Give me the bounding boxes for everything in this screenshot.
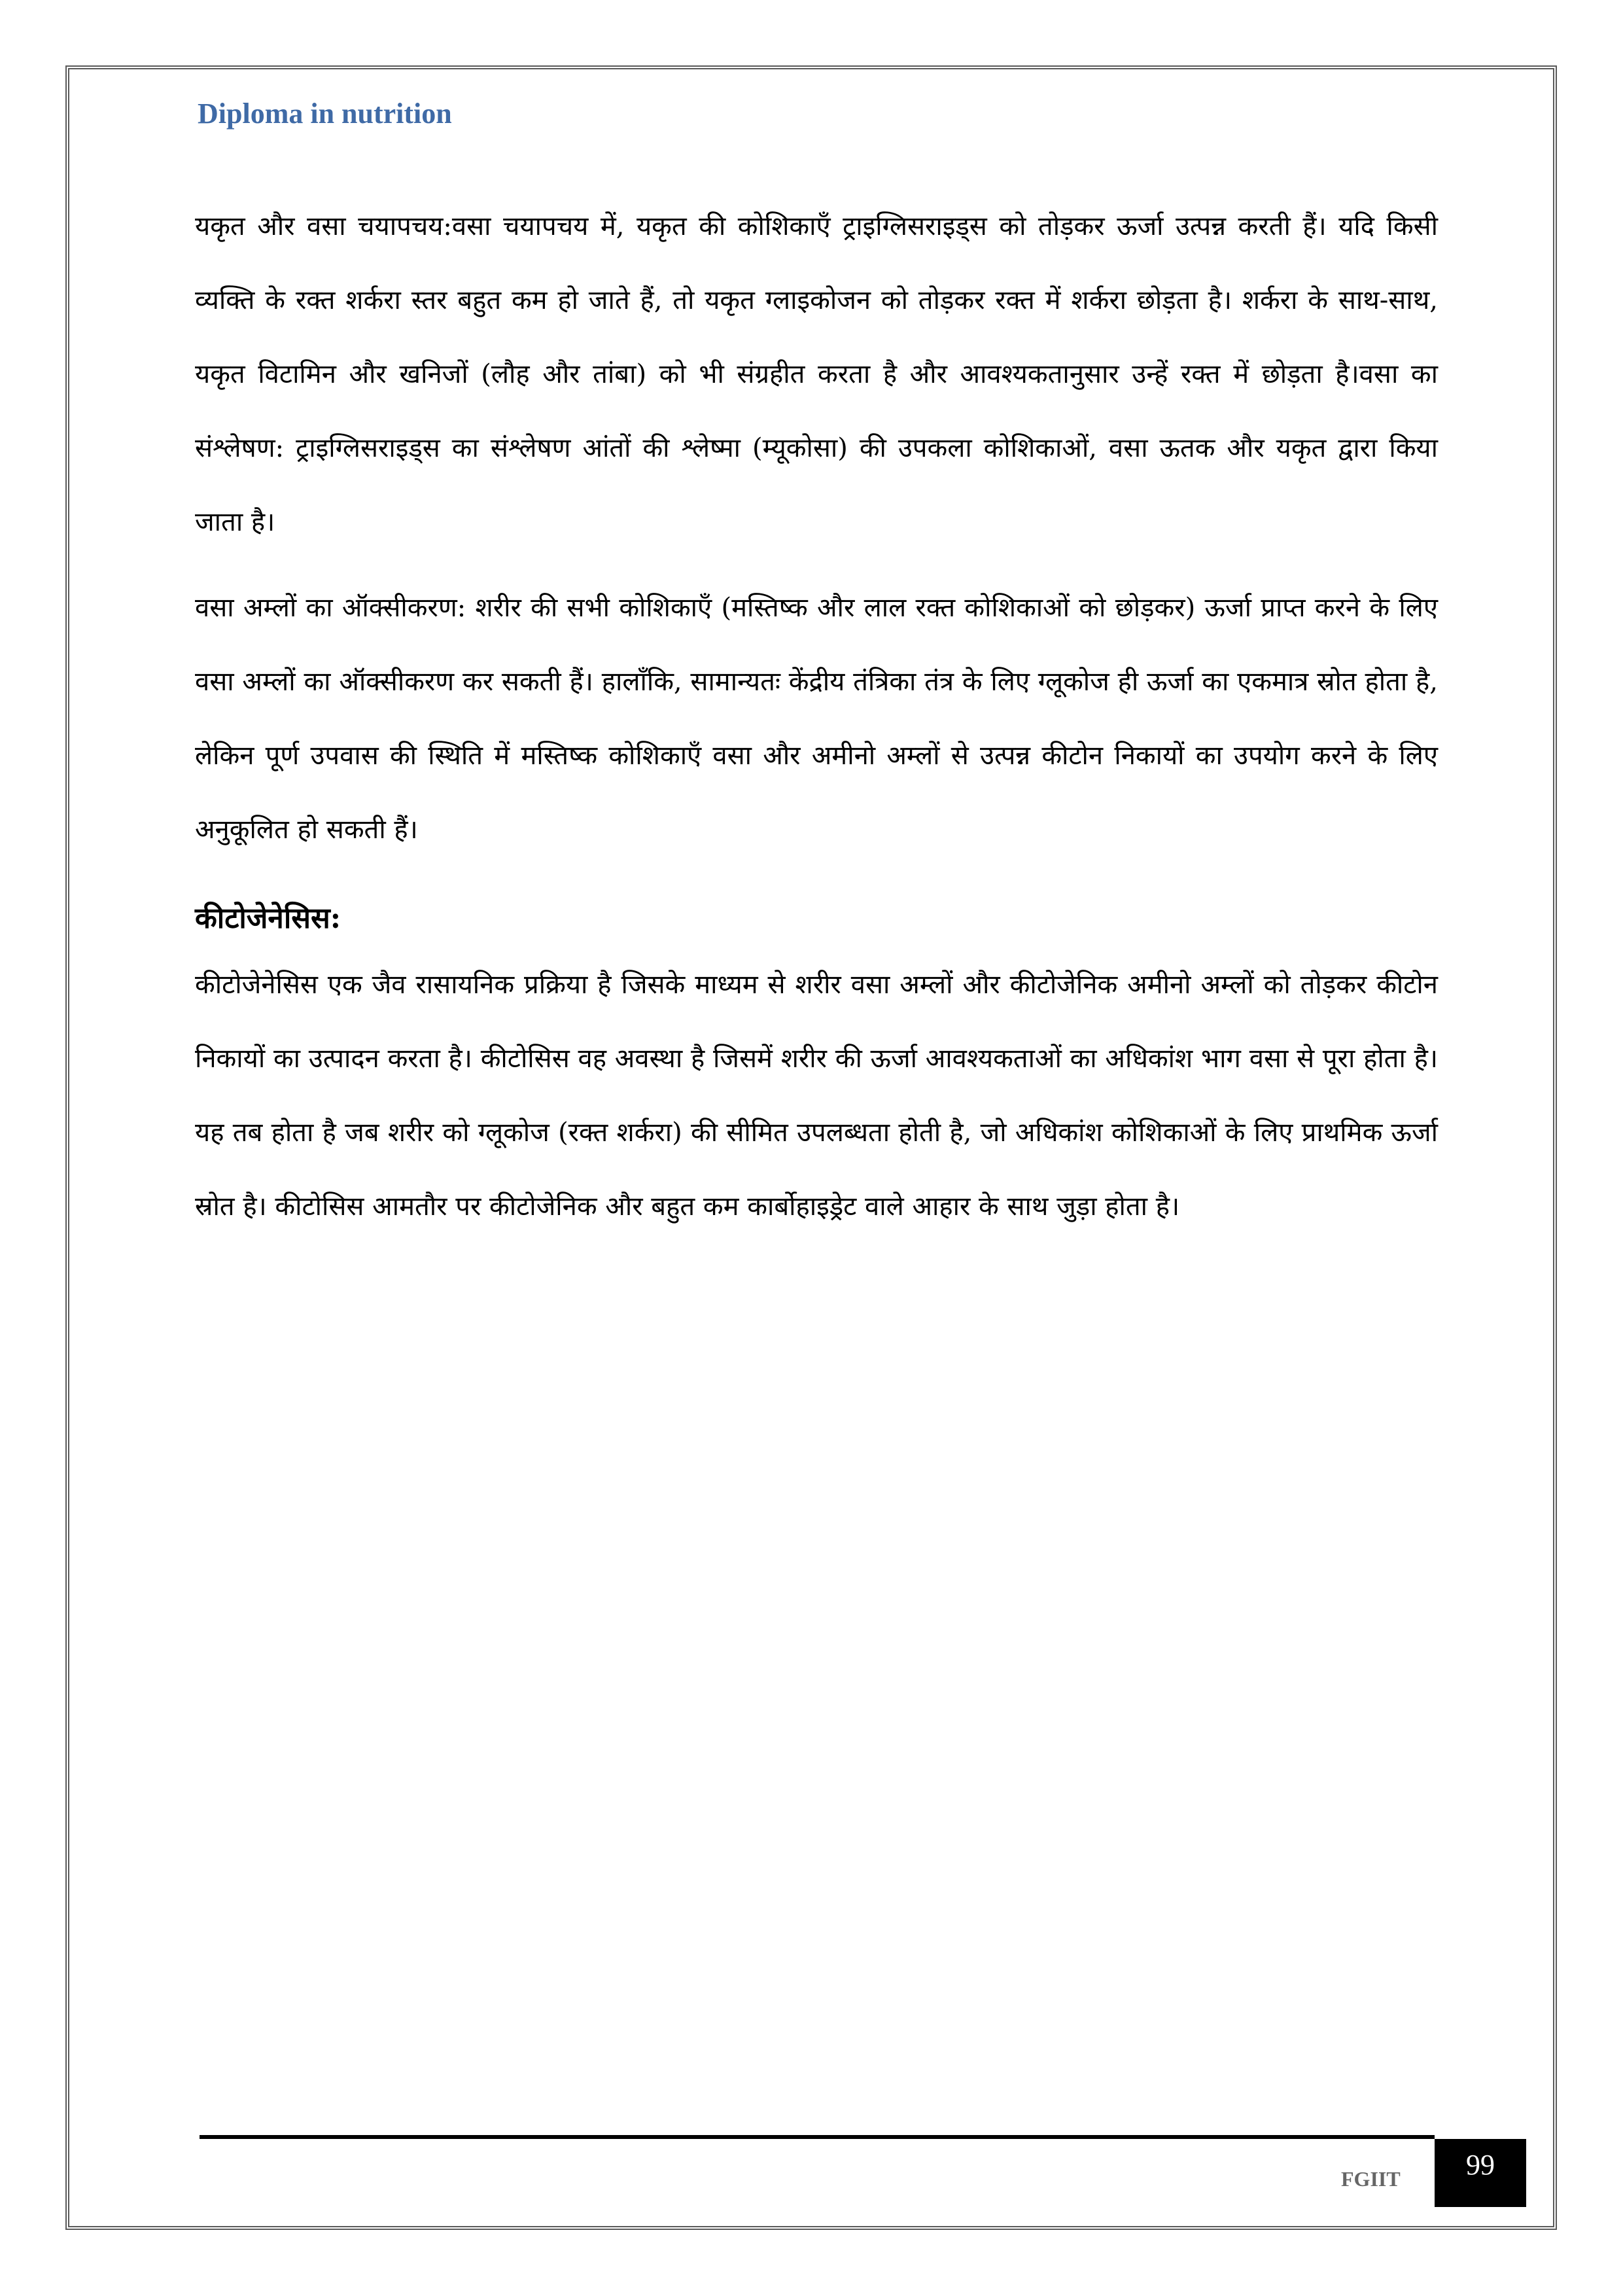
paragraph-fatty-acid-oxidation: वसा अम्लों का ऑक्सीकरण: शरीर की सभी कोशिकाएँ (मस्तिष्क और लाल रक्त कोशिकाओं को छोड़कर) ऊर्जा प्राप्त करने के लिए वसा अम्लों का ऑक्सीकरण कर सकती हैं। हालाँकि, सामान्यतः केंद्रीय तंत्रिका तंत्र के लिए ग्लूकोज ही ऊर्जा का एकमात्र स्रोत होता है, लेकिन पूर्ण उपवास की स्थिति में मस्तिष्क कोशिकाएँ वसा और अमीनो अम्लों से उत्पन्न कीटोन निकायों का उपयोग करने के लिए अनुकूलित हो सकती हैं। bbox=[195, 593, 1439, 845]
paragraph-ketogenesis: कीटोजेनेसिस एक जैव रासायनिक प्रक्रिया है जिसके माध्यम से शरीर वसा अम्लों और कीटोजेनिक अमीनो अम्लों को तोड़कर कीटोन निकायों का उत्पादन करता है। कीटोसिस वह अवस्था है जिसमें शरीर की ऊर्जा आवश्यकताओं का अधिकांश भाग वसा से पूरा होता है। यह तब होता है जब शरीर को ग्लूकोज (रक्त शर्करा) की सीमित उपलब्धता होती है, जो अधिकांश कोशिकाओं के लिए प्राथमिक ऊर्जा स्रोत है। कीटोसिस आमतौर पर कीटोजेनिक और बहुत कम कार्बोहाइड्रेट वाले आहार के साथ जुड़ा होता है। bbox=[195, 970, 1438, 1222]
paragraph-liver-fat-metabolism: यकृत और वसा चयापचय:वसा चयापचय में, यकृत की कोशिकाएँ ट्राइग्लिसराइड्स को तोड़कर ऊर्जा उत्पन्न करती हैं। यदि किसी व्यक्ति के रक्त शर्करा स्तर बहुत कम हो जाते हैं, तो यकृत ग्लाइकोजन को तोड़कर रक्त में शर्करा छोड़ता है। शर्करा के साथ-साथ, यकृत विटामिन और खनिजों (लौह और तांबा) को भी संग्रहीत करता है और आवश्यकतानुसार उन्हें रक्त में छोड़ता है।वसा का संश्लेषण: ट्राइग्लिसराइड्स का संश्लेषण आंतों की श्लेष्मा (म्यूकोसा) की उपकला कोशिकाओं, वसा ऊतक और यकृत द्वारा किया जाता है। bbox=[195, 211, 1438, 537]
footer-organization: FGIIT bbox=[1341, 2167, 1401, 2191]
page-number: 99 bbox=[1466, 2149, 1495, 2181]
page-number-box bbox=[1435, 2139, 1526, 2207]
section-heading-ketogenesis: कीटोजेनेसिस: bbox=[195, 902, 341, 935]
running-header: Diploma in nutrition bbox=[198, 97, 452, 130]
page-body bbox=[195, 190, 1438, 1244]
footer-divider bbox=[200, 2135, 1435, 2139]
